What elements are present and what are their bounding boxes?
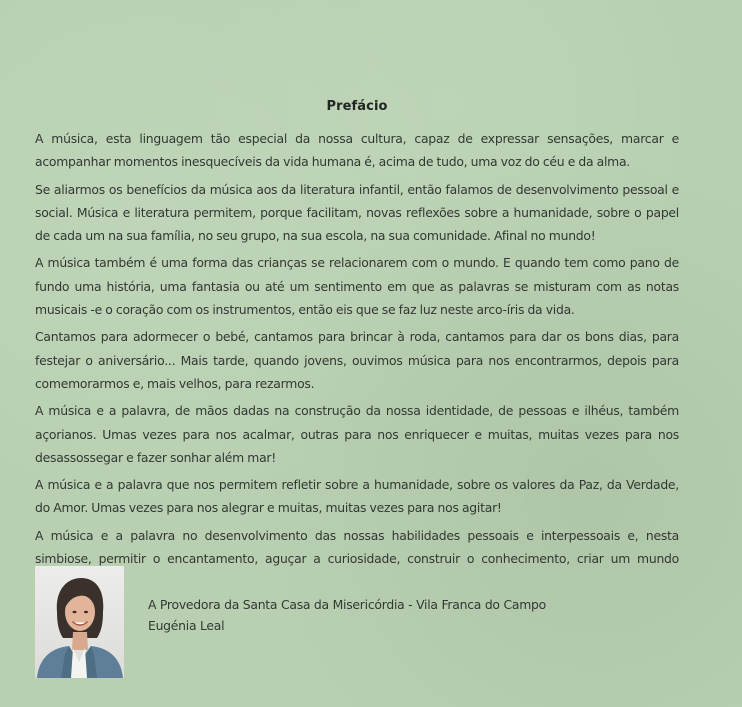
signature-block bbox=[148, 594, 546, 636]
preface-page bbox=[35, 0, 679, 707]
paragraph-3: A música também é uma forma das crianças se relacionarem com o mundo. E quando tem como pano de fundo uma história, uma fantasia ou até um sentimento em que as palavras se misturam com as notas musicais -e o coração com os instrumentos, então eis que se faz luz neste arco-íris da vida. bbox=[35, 255, 679, 318]
paragraph-7: A música e a palavra no desenvolvimento das nossas habilidades pessoais e interpessoais e, nesta simbiose, permitir o encantamento, aguçar a curiosidade, construir o conhecimento, criar um mundo bbox=[35, 527, 679, 567]
signature-name: Eugénia Leal bbox=[148, 618, 225, 633]
paragraph-6: A música e a palavra que nos permitem refletir sobre a humanidade, sobre os valores da Paz, da Verdade, do Amor. Umas vezes para nos alegrar e muitas, muitas vezes para nos agitar! bbox=[35, 477, 679, 516]
paragraph-2: Se aliarmos os benefícios da música aos da literatura infantil, então falamos de desenvolvimento pessoal e social. Música e literatura permitem, porque facilitam, novas reflexões sobre a humanidade, sobre o papel de cada um na sua família, no seu grupo, na sua escola, na sua comunidade. Afinal no mundo! bbox=[35, 181, 679, 244]
paragraph-5: A música e a palavra, de mãos dadas na construção da nossa identidade, de pessoas e ilhéus, também açorianos. Umas vezes para nos acalmar, outras para nos enriquecer e muitas, muitas vezes para nos desassossegar e fazer sonhar além mar! bbox=[35, 403, 679, 465]
preface-body bbox=[35, 127, 679, 598]
paragraph-4: Cantamos para adormecer o bebé, cantamos para brincar à roda, cantamos para dar os bons dias, para festejar o aniversário... Mais tarde, quando jovens, ouvimos música para nos encontrarmos, depois para comemorarmos e, mais velhos, para rezarmos. bbox=[35, 329, 679, 391]
signature-role: A Provedora da Santa Casa da Misericórdia - Vila Franca do Campo bbox=[148, 597, 546, 612]
page-title: Prefácio bbox=[326, 99, 388, 114]
paragraph-1: A música, esta linguagem tão especial da nossa cultura, capaz de expressar sensações, marcar e acompanhar momentos inesquecíveis da vida humana é, acima de tudo, uma voz do céu e da alma. bbox=[35, 131, 679, 170]
author-portrait bbox=[35, 566, 124, 678]
portrait-illustration bbox=[35, 566, 124, 678]
